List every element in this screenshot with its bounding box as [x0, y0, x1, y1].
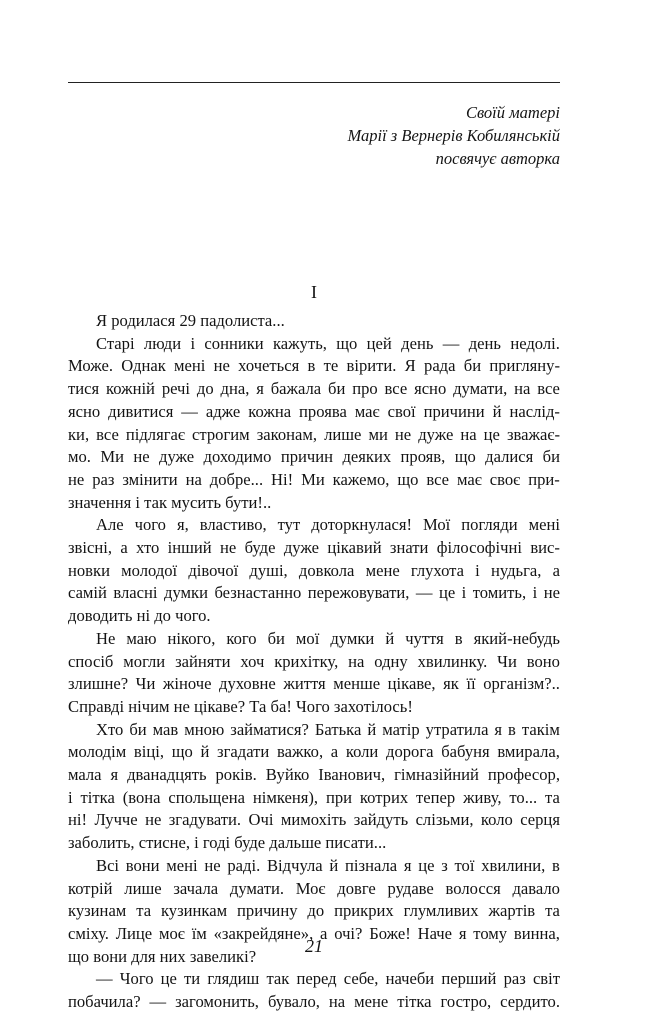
text-line: Може. Однак мені не хочеться в те вірити. Я рада би пригляну-: [68, 356, 560, 376]
text-line: побачила? — загомонить, бувало, на мене тітка гостро, сердито.: [68, 992, 560, 1012]
text-line: що вони для них завеликі?: [68, 946, 257, 966]
text-line: самій власні думки безнастанно пережовувати, — це і томить, і не: [68, 583, 560, 603]
text-line: ні! Лучче не згадувати. Очі мимохіть зайдуть слізьми, коло серця: [68, 810, 560, 830]
dedication-line: посвячує авторка: [435, 149, 560, 168]
text-line: Я родилася 29 падолиста...: [96, 311, 285, 330]
text-line: Старі люди і сонники кажуть, що цей день — день недолі.: [96, 333, 560, 353]
text-line: новки молодої дівочої душі, довкола мене глухота і нудьга, а: [68, 560, 560, 580]
text-line: Не маю нікого, кого би мої думки й чуття в який-небудь: [96, 628, 560, 648]
chapter-number: I: [311, 282, 317, 302]
text-line: сміху. Лице моє їм «закрейдяне», а очі? Боже! Наче я тому винна,: [68, 923, 560, 943]
text-line: — Чого це ти глядиш так перед себе, начеби перший раз світ: [96, 969, 560, 989]
text-line: кузинам та кузинкам причину до прикрих глумливих жартів та: [68, 901, 560, 921]
text-line: не раз змінити на добре... Ні! Ми кажемо, що все має своє при-: [68, 469, 560, 489]
text-line: злишне? Чи жіноче духовне життя менше цікаве, як її організм?..: [68, 674, 560, 694]
text-line: заболить, стисне, і годі буде дальше писати...: [68, 833, 387, 853]
text-line: звісні, а хто інший не буде дуже цікавий знати філософічні вис-: [68, 538, 560, 558]
text-line: Хто би мав мною займатися? Батька й матір утратила я в такім: [96, 719, 560, 739]
text-line: доводить ні до чого.: [68, 606, 211, 626]
text-line: Справді нічим не цікаве? Та ба! Чого захотілось!: [68, 696, 413, 716]
text-line: спосіб могли зайняти хоч крихітку, на одну хвилинку. Чи воно: [68, 651, 560, 671]
page-number: 21: [305, 936, 323, 956]
text-line: Всі вони мені не раді. Відчула й пізнала я це з тої хвилини, в: [96, 855, 560, 875]
text-line: значення і так мусить бути!..: [68, 492, 272, 512]
text-line: Але чого я, властиво, тут доторкнулася! Мої погляди мені: [96, 515, 560, 535]
text-line: тися кожній речі до дна, я бажала би про все ясно думати, на все: [68, 379, 560, 399]
text-line: мо. Ми не дуже доходимо причин деяких прояв, що далися би: [68, 447, 560, 467]
text-line: котрій лише зачала думати. Моє довге рудаве волосся давало: [68, 878, 560, 898]
text-line: молодім віці, що й згадати важко, а коли дорога бабуня вмирала,: [68, 742, 560, 762]
dedication-line: Своїй матері: [465, 103, 560, 122]
dedication-line: Марії з Вернерів Кобилянській: [347, 126, 560, 145]
text-line: ки, все підлягає строгим законам, лише ми не дуже на це зважає-: [68, 424, 560, 444]
text-line: мала я дванадцять років. Вуйко Іванович, гімназійний професор,: [68, 765, 560, 785]
text-line: ясно дивитися — адже кожна проява має свої причини й наслід-: [68, 401, 560, 421]
body-text: [68, 310, 560, 1014]
dedication: [348, 101, 561, 170]
text-line: і тітка (вона спольщена німкеня), при котрих тепер живу, то... та: [68, 787, 560, 807]
header-rule: [68, 82, 560, 83]
